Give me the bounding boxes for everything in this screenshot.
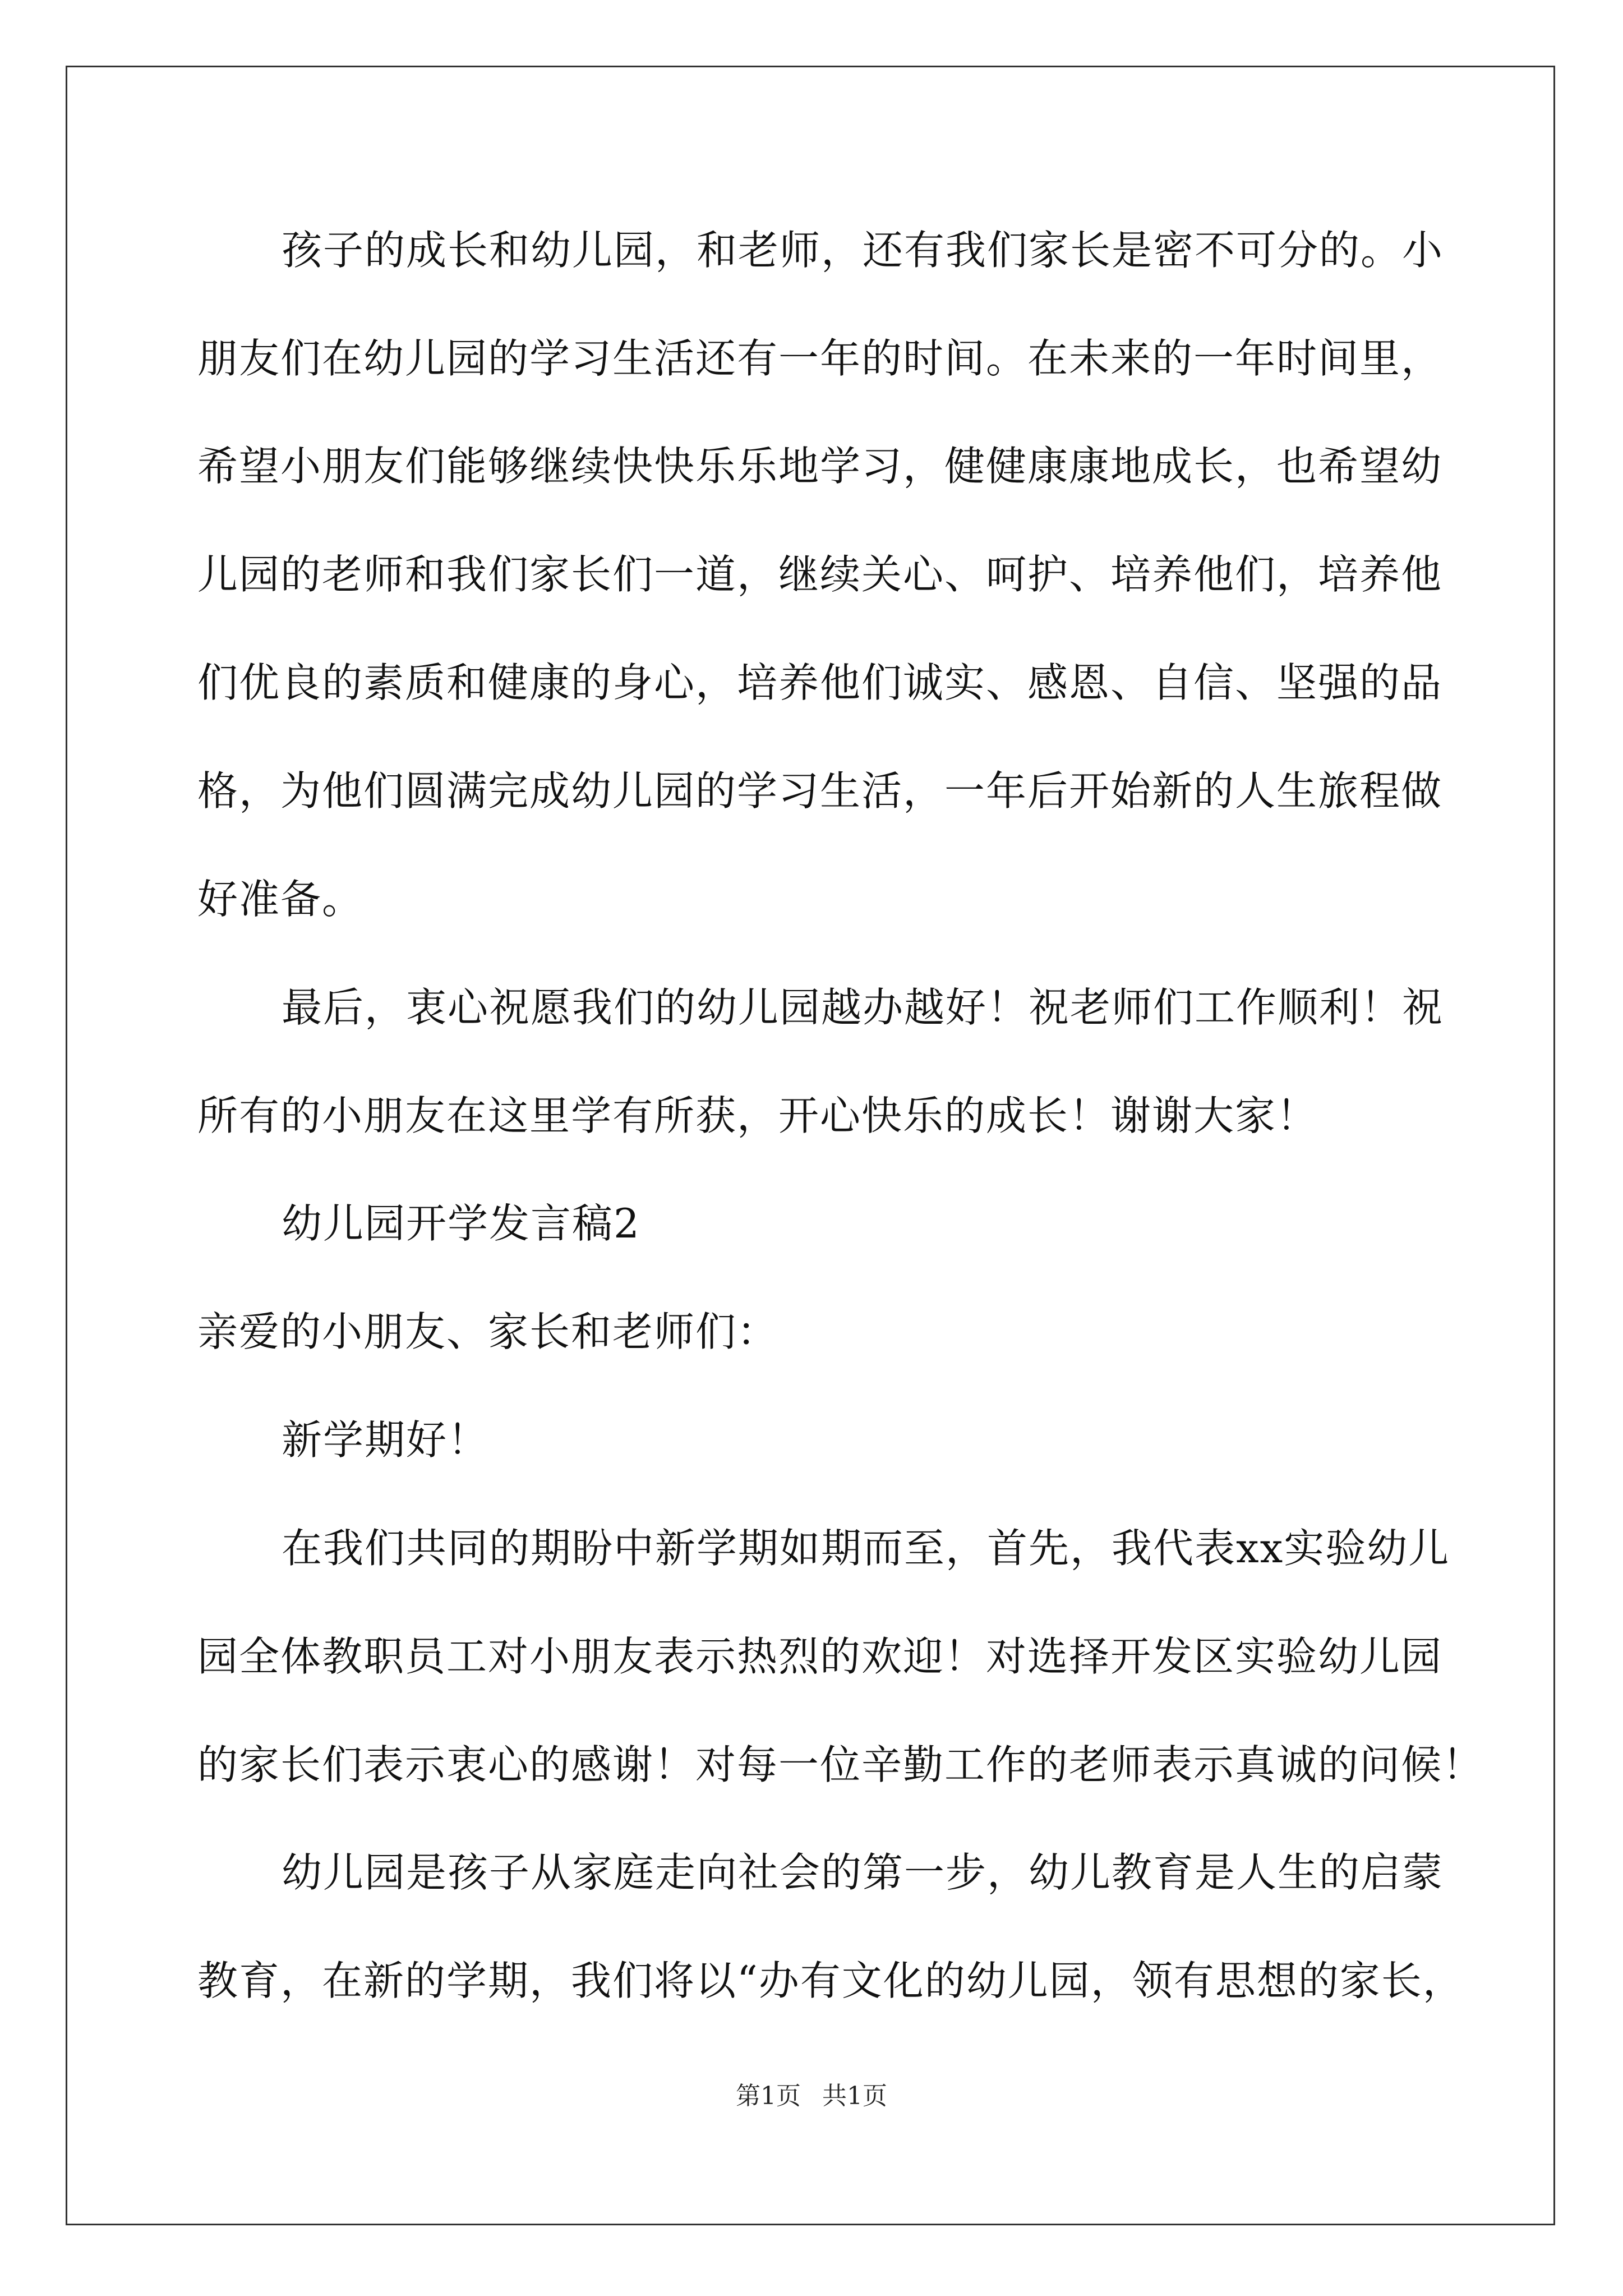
page-number: 第1页 <box>736 2082 801 2110</box>
text-line-17: 教育，在新的学期，我们将以“办有文化的幼儿园，领有思想的家长， <box>197 1957 1464 2004</box>
section-heading: 幼儿园开学发言稿2 <box>282 1200 640 1247</box>
greeting: 新学期好！ <box>282 1416 490 1464</box>
text-line-6: 格，为他们圆满完成幼儿园的学习生活，一年后开始新的人生旅程做 <box>197 767 1443 815</box>
text-line-3: 希望小朋友们能够继续快快乐乐地学习，健健康康地成长，也希望幼 <box>197 443 1443 490</box>
page-footer <box>0 2079 1623 2113</box>
text-line-13: 在我们共同的期盼中新学期如期而至，首先，我代表xx实验幼儿 <box>282 1525 1450 1572</box>
page-total: 共1页 <box>822 2082 887 2110</box>
page-border <box>66 66 1555 2225</box>
text-line-2: 朋友们在幼儿园的学习生活还有一年的时间。在未来的一年时间里， <box>197 335 1443 382</box>
text-line-14: 园全体教职员工对小朋友表示热烈的欢迎！对选择开发区实验幼儿园 <box>197 1633 1443 1680</box>
text-line-16: 幼儿园是孩子从家庭走向社会的第一步，幼儿教育是人生的启蒙 <box>282 1849 1444 1896</box>
text-line-15: 的家长们表示衷心的感谢！对每一位辛勤工作的老师表示真诚的问候！ <box>197 1741 1484 1788</box>
text-line-7: 好准备。 <box>197 876 364 923</box>
text-line-5: 们优良的素质和健康的身心，培养他们诚实、感恩、自信、坚强的品 <box>197 659 1443 706</box>
salutation: 亲爱的小朋友、家长和老师们： <box>197 1308 779 1355</box>
text-line-4: 儿园的老师和我们家长们一道，继续关心、呵护、培养他们，培养他 <box>197 551 1443 598</box>
text-line-1: 孩子的成长和幼儿园，和老师，还有我们家长是密不可分的。小 <box>282 227 1444 274</box>
text-line-8: 最后，衷心祝愿我们的幼儿园越办越好！祝老师们工作顺利！祝 <box>282 984 1444 1031</box>
text-line-9: 所有的小朋友在这里学有所获，开心快乐的成长！谢谢大家！ <box>197 1092 1318 1139</box>
